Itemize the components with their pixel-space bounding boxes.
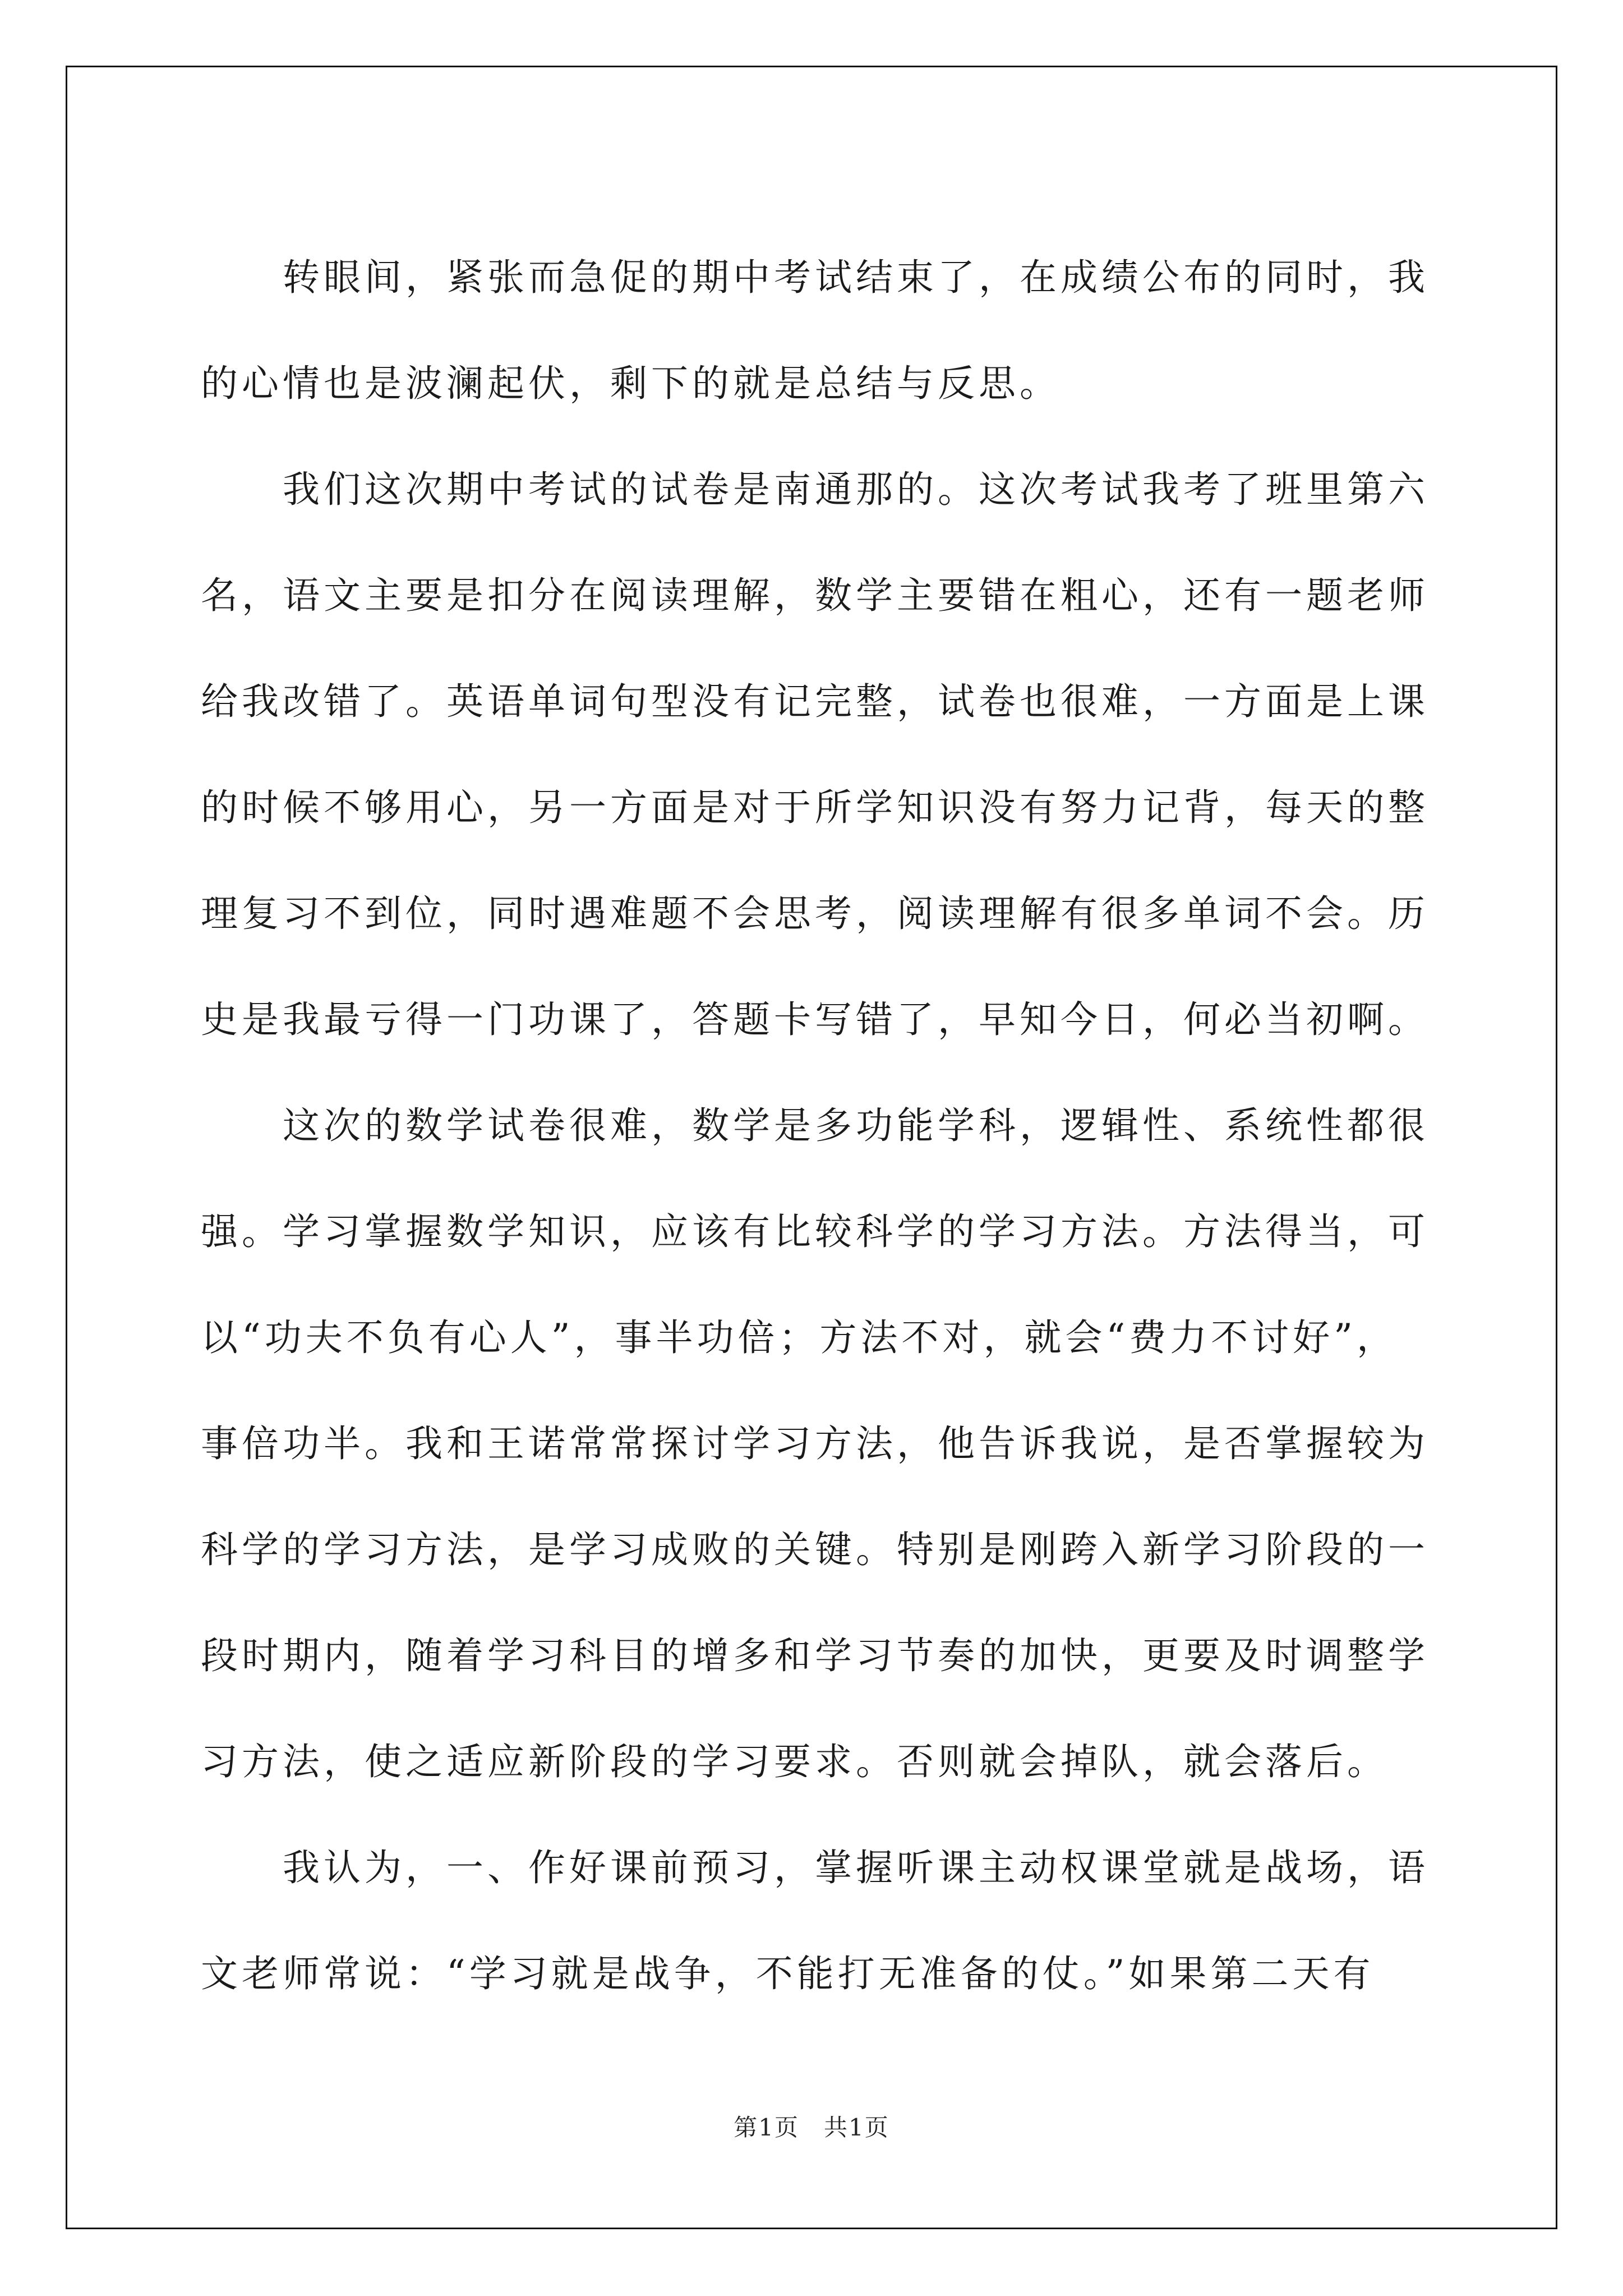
paragraph-line: 的时候不够用心，另一方面是对于所学知识没有努力记背，每天的整 (201, 786, 1429, 829)
paragraph-line: 理复习不到位，同时遇难题不会思考，阅读理解有很多单词不会。历 (201, 892, 1429, 935)
paragraph-line: 习方法，使之适应新阶段的学习要求。否则就会掉队，就会落后。 (201, 1740, 1388, 1783)
paragraph-line: 我认为，一、作好课前预习，掌握听课主动权课堂就是战场，语 (283, 1846, 1429, 1889)
paragraph-line: 这次的数学试卷很难，数学是多功能学科，逻辑性、系统性都很 (283, 1104, 1429, 1147)
document-body (201, 224, 1435, 2027)
paragraph-line: 段时期内，随着学习科目的增多和学习节奏的加快，更要及时调整学 (201, 1634, 1429, 1677)
paragraph-1 (201, 224, 1435, 436)
paragraph-line: 史是我最亏得一门功课了，答题卡写错了，早知今日，何必当初啊。 (201, 998, 1429, 1041)
paragraph-line: 给我改错了。英语单词句型没有记完整，试卷也很难，一方面是上课 (201, 680, 1429, 723)
paragraph-line: 我们这次期中考试的试卷是南通那的。这次考试我考了班里第六 (283, 468, 1429, 511)
paragraph-4 (201, 1815, 1435, 2027)
paragraph-2 (201, 436, 1435, 1073)
paragraph-line: 的心情也是波澜起伏，剩下的就是总结与反思。 (201, 362, 1061, 405)
paragraph-line: 名，语文主要是扣分在阅读理解，数学主要错在粗心，还有一题老师 (201, 574, 1429, 617)
paragraph-line: 以“功夫不负有心人”，事半功倍；方法不对，就会“费力不讨好”， (201, 1316, 1398, 1359)
paragraph-line: 转眼间，紧张而急促的期中考试结束了，在成绩公布的同时，我 (283, 256, 1429, 299)
paragraph-3 (201, 1073, 1435, 1815)
paragraph-line: 事倍功半。我和王诺常常探讨学习方法，他告诉我说，是否掌握较为 (201, 1422, 1429, 1465)
paragraph-line: 文老师常说：“学习就是战争，不能打无准备的仗。”如果第二天有 (201, 1952, 1375, 1995)
paragraph-line: 强。学习掌握数学知识，应该有比较科学的学习方法。方法得当，可 (201, 1210, 1429, 1253)
paragraph-line: 科学的学习方法，是学习成败的关键。特别是刚跨入新学习阶段的一 (201, 1528, 1429, 1571)
page-footer: 第1页 共1页 (734, 2114, 889, 2141)
